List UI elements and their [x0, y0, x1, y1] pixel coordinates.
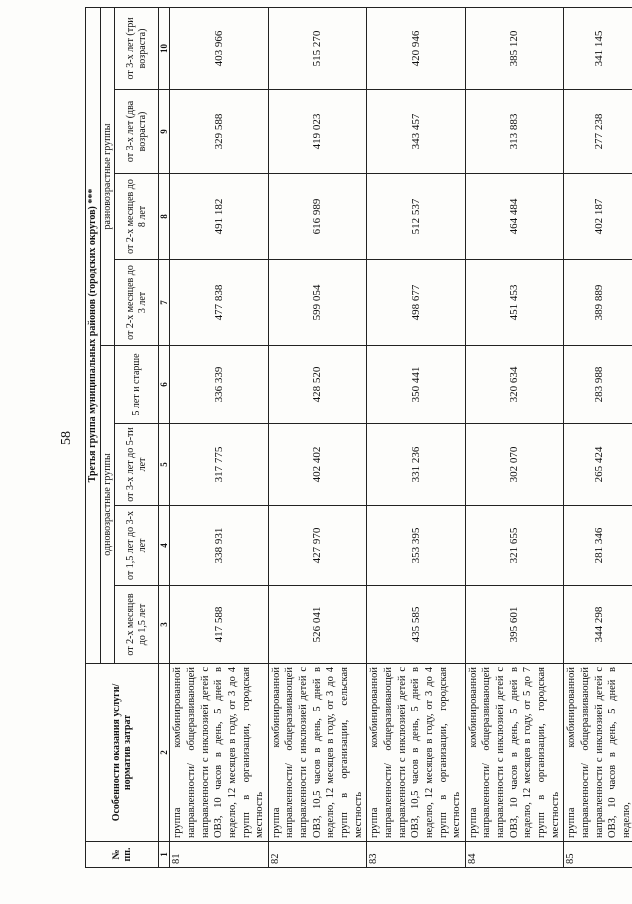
- value-cell: 336 339: [170, 346, 268, 424]
- row-description: группа комбинированной направленности/ общеразвивающей направленности с инклюзией детей с ОВЗ, 10,5 часов в день, 5 дней в неделю, 12 месяцев в году, от 3 до 4 групп в организации, городская местность: [367, 664, 465, 842]
- value-cell: 329 588: [170, 90, 268, 174]
- value-cell: 402 187: [564, 174, 632, 260]
- row-description: группа комбинированной направленности/ общеразвивающей направленности с инклюзией детей с ОВЗ, 10 часов в день, 5 дней в неделю, 12 месяцев в году, от 3 до 4 групп в организации, городская местность: [170, 664, 268, 842]
- index-cell: 1: [159, 842, 170, 868]
- table-row: [465, 7, 563, 867]
- index-cell: 6: [159, 346, 170, 424]
- table-row: [268, 7, 366, 867]
- value-cell: 491 182: [170, 174, 268, 260]
- subcol-header: от 3-х лет (два возраста): [115, 90, 159, 174]
- index-cell: 7: [159, 260, 170, 346]
- value-cell: 302 070: [465, 424, 563, 506]
- index-cell: 4: [159, 506, 170, 586]
- row-number: 84: [465, 842, 563, 868]
- value-cell: 498 677: [367, 260, 465, 346]
- index-cell: 5: [159, 424, 170, 506]
- cost-table: [85, 7, 632, 868]
- subcol-header: от 3-х лет до 5-ти лет: [115, 424, 159, 506]
- subcol-header: от 2-х месяцев до 1,5 лет: [115, 586, 159, 664]
- value-cell: 265 424: [564, 424, 632, 506]
- value-cell: 317 775: [170, 424, 268, 506]
- value-cell: 599 054: [268, 260, 366, 346]
- page-number: 58: [59, 431, 74, 445]
- value-cell: 477 838: [170, 260, 268, 346]
- value-cell: 350 441: [367, 346, 465, 424]
- index-cell: 10: [159, 7, 170, 89]
- value-cell: 344 298: [564, 586, 632, 664]
- subcol-header: от 2-х месяцев до 3 лет: [115, 260, 159, 346]
- index-cell: 3: [159, 586, 170, 664]
- value-cell: 512 537: [367, 174, 465, 260]
- subcol-header: от 3-х лет (три возраста): [115, 7, 159, 89]
- value-cell: 419 023: [268, 90, 366, 174]
- value-cell: 338 931: [170, 506, 268, 586]
- row-description: группа комбинированной направленности/ общеразвивающей направленности с инклюзией детей с ОВЗ, 10 часов в день, 5 дней в неделю, 12 месяцев в году, от 5 до 7 групп в организации, городская местность: [465, 664, 563, 842]
- value-cell: 395 601: [465, 586, 563, 664]
- rotated-page: [59, 8, 632, 868]
- value-cell: 313 883: [465, 90, 563, 174]
- index-cell: 2: [159, 664, 170, 842]
- subcol-header: от 2-х месяцев до 8 лет: [115, 174, 159, 260]
- subcol-header: 5 лет и старше: [115, 346, 159, 424]
- value-cell: 320 634: [465, 346, 563, 424]
- value-cell: 389 889: [564, 260, 632, 346]
- row-number: 83: [367, 842, 465, 868]
- value-cell: 321 655: [465, 506, 563, 586]
- table-row: [170, 7, 268, 867]
- table-row: [564, 7, 632, 867]
- row-number: 81: [170, 842, 268, 868]
- value-cell: 283 988: [564, 346, 632, 424]
- value-cell: 526 041: [268, 586, 366, 664]
- multi-age-header: разновозрастные группы: [100, 7, 115, 345]
- value-cell: 343 457: [367, 90, 465, 174]
- value-cell: 427 970: [268, 506, 366, 586]
- table-row: [367, 7, 465, 867]
- value-cell: 403 966: [170, 7, 268, 89]
- value-cell: 451 453: [465, 260, 563, 346]
- value-cell: 417 588: [170, 586, 268, 664]
- value-cell: 341 145: [564, 7, 632, 89]
- value-cell: 420 946: [367, 7, 465, 89]
- index-cell: 9: [159, 90, 170, 174]
- value-cell: 435 585: [367, 586, 465, 664]
- index-cell: 8: [159, 174, 170, 260]
- row-number: 82: [268, 842, 366, 868]
- value-cell: 428 520: [268, 346, 366, 424]
- value-cell: 281 346: [564, 506, 632, 586]
- col-desc-header: Особенности оказания услуги/норматив затрат: [86, 664, 159, 842]
- value-cell: 277 238: [564, 90, 632, 174]
- row-description: группа комбинированной направленности/ общеразвивающей направленности с инклюзией детей с ОВЗ, 10,5 часов в день, 5 дней в неделю, 12 месяцев в году, от 3 до 4 групп в организации, сельская местность: [268, 664, 366, 842]
- col-no-header: № пп.: [86, 842, 159, 868]
- one-age-header: одновозрастные группы: [100, 346, 115, 664]
- value-cell: 515 270: [268, 7, 366, 89]
- group-header: Третья группа муниципальных районов (городских округов) ***: [86, 7, 101, 663]
- row-number: 85: [564, 842, 632, 868]
- table-header: [86, 7, 170, 867]
- value-cell: 385 120: [465, 7, 563, 89]
- value-cell: 464 484: [465, 174, 563, 260]
- value-cell: 331 236: [367, 424, 465, 506]
- value-cell: 353 395: [367, 506, 465, 586]
- subcol-header: от 1,5 лет до 3-х лет: [115, 506, 159, 586]
- table-body: [170, 7, 632, 867]
- value-cell: 616 989: [268, 174, 366, 260]
- row-description: группа комбинированной направленности/ общеразвивающей направленности с инклюзией детей с ОВЗ, 10 часов в день, 5 дней в неделю,: [564, 664, 632, 842]
- value-cell: 402 402: [268, 424, 366, 506]
